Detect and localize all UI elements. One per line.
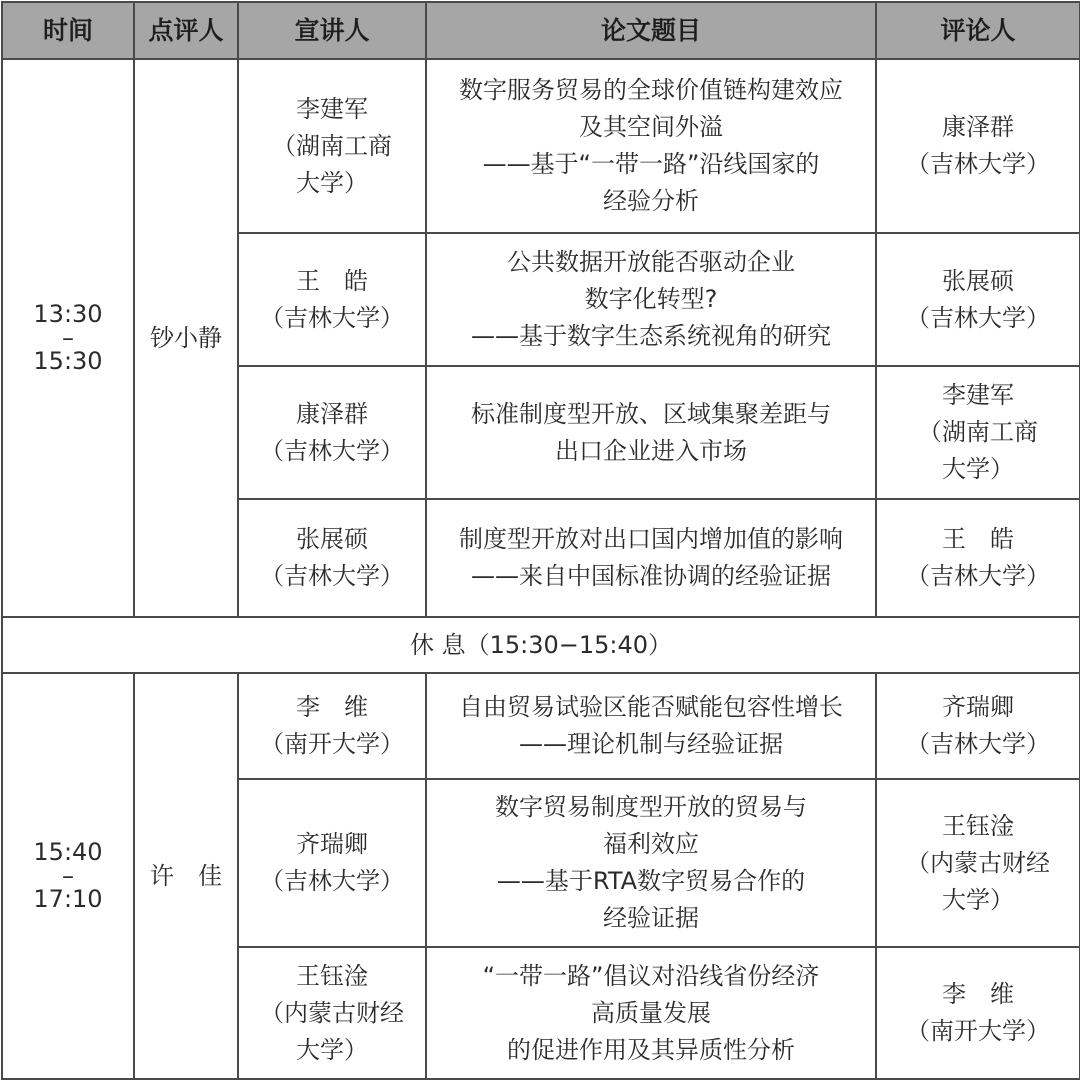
header-row (2, 2, 1080, 59)
speaker-cell: 康泽群 （吉林大学） (238, 366, 426, 499)
table-row (2, 673, 1080, 779)
paper-title-cell: 制度型开放对出口国内增加值的影响 ——来自中国标准协调的经验证据 (426, 499, 876, 617)
paper-title-cell: 自由贸易试验区能否赋能包容性增长 ——理论机制与经验证据 (426, 673, 876, 779)
commentator-cell: 王 皓 （吉林大学） (876, 499, 1080, 617)
paper-title-cell: “一带一路”倡议对沿线省份经济 高质量发展 的促进作用及其异质性分析 (426, 947, 876, 1079)
session1-time: 13:30 – 15:30 (2, 59, 134, 617)
session1-reviewer: 钞小静 (134, 59, 238, 617)
paper-title-cell: 数字服务贸易的全球价值链构建效应 及其空间外溢 ——基于“一带一路”沿线国家的 经验分析 (426, 59, 876, 233)
header-commentator: 评论人 (876, 2, 1080, 59)
speaker-cell: 齐瑞卿 （吉林大学） (238, 779, 426, 947)
commentator-cell: 张展硕 （吉林大学） (876, 233, 1080, 366)
break-label: 休 息（15:30−15:40） (2, 617, 1080, 673)
paper-title-cell: 数字贸易制度型开放的贸易与 福利效应 ——基于RTA数字贸易合作的 经验证据 (426, 779, 876, 947)
commentator-cell: 李 维 （南开大学） (876, 947, 1080, 1079)
header-time: 时间 (2, 2, 134, 59)
speaker-cell: 李建军 （湖南工商 大学） (238, 59, 426, 233)
speaker-cell: 王钰淦 （内蒙古财经 大学） (238, 947, 426, 1079)
header-paper-title: 论文题目 (426, 2, 876, 59)
table-row (2, 59, 1080, 233)
schedule-table (1, 1, 1080, 1080)
commentator-cell: 齐瑞卿 （吉林大学） (876, 673, 1080, 779)
commentator-cell: 王钰淦 （内蒙古财经 大学） (876, 779, 1080, 947)
header-reviewer: 点评人 (134, 2, 238, 59)
speaker-cell: 张展硕 （吉林大学） (238, 499, 426, 617)
session2-time: 15:40 – 17:10 (2, 673, 134, 1079)
break-row (2, 617, 1080, 673)
speaker-cell: 王 皓 （吉林大学） (238, 233, 426, 366)
paper-title-cell: 公共数据开放能否驱动企业 数字化转型? ——基于数字生态系统视角的研究 (426, 233, 876, 366)
session2-reviewer: 许 佳 (134, 673, 238, 1079)
commentator-cell: 李建军 （湖南工商 大学） (876, 366, 1080, 499)
paper-title-cell: 标准制度型开放、区域集聚差距与 出口企业进入市场 (426, 366, 876, 499)
commentator-cell: 康泽群 （吉林大学） (876, 59, 1080, 233)
speaker-cell: 李 维 （南开大学） (238, 673, 426, 779)
header-speaker: 宣讲人 (238, 2, 426, 59)
